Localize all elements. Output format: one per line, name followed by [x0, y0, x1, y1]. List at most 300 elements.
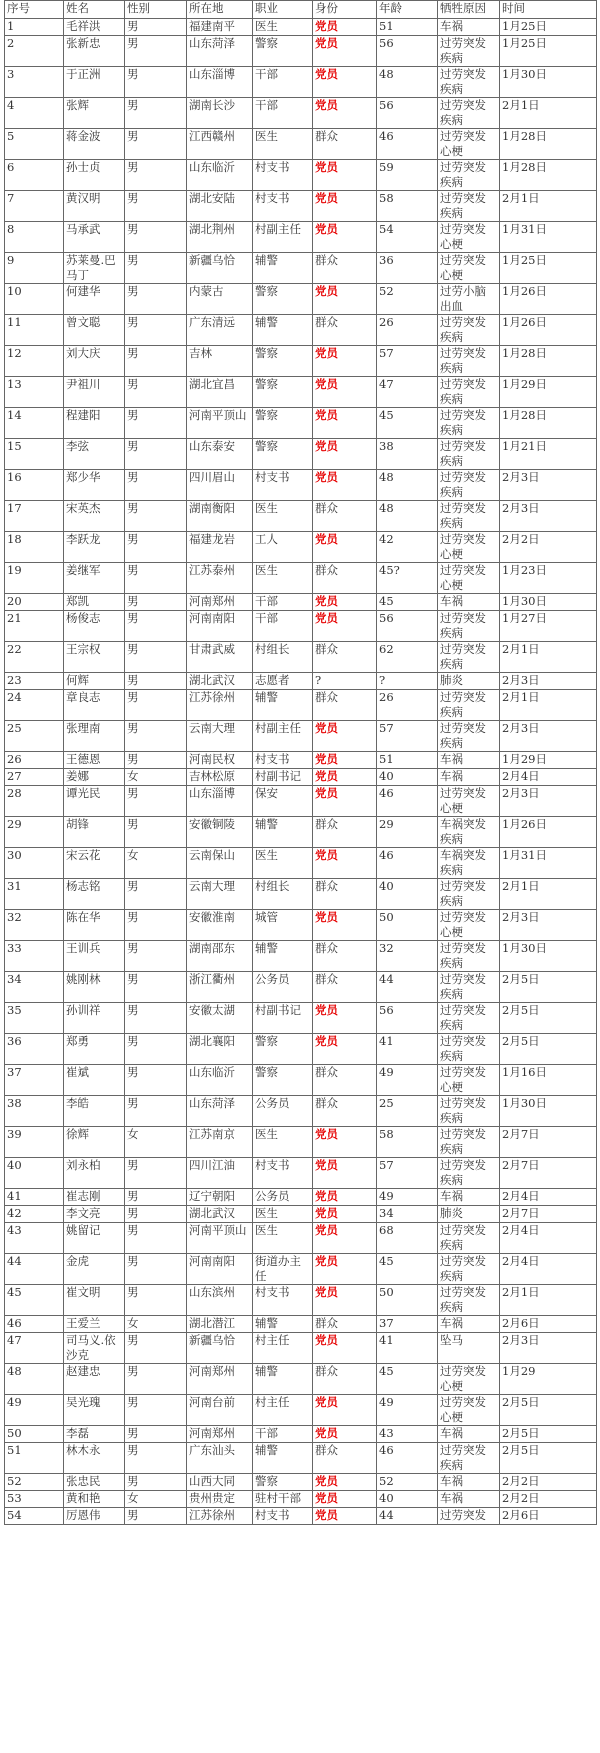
- cell-status: 群众: [313, 1316, 377, 1333]
- cell-status: 群众: [313, 972, 377, 1003]
- cell-age: 46: [377, 129, 438, 160]
- cell-gender: 男: [125, 972, 187, 1003]
- cell-date: 2月3日: [500, 501, 597, 532]
- cell-occupation: 驻村干部: [253, 1491, 313, 1508]
- cell-location: 湖南邵东: [187, 941, 253, 972]
- cell-gender: 男: [125, 408, 187, 439]
- cell-name: 程建阳: [64, 408, 125, 439]
- cell-index: 13: [5, 377, 64, 408]
- cell-cause: 过劳突发疾病: [438, 1127, 500, 1158]
- cell-cause: 车祸: [438, 1491, 500, 1508]
- cell-name: 王宗权: [64, 642, 125, 673]
- cell-age: 42: [377, 532, 438, 563]
- cell-date: 2月5日: [500, 1443, 597, 1474]
- table-row: [5, 1254, 597, 1285]
- cell-name: 何辉: [64, 673, 125, 690]
- cell-index: 48: [5, 1364, 64, 1395]
- cell-occupation: 公务员: [253, 972, 313, 1003]
- cell-gender: 男: [125, 1395, 187, 1426]
- table-row: [5, 1426, 597, 1443]
- cell-cause: 过劳突发疾病: [438, 642, 500, 673]
- cell-cause: 过劳突发疾病: [438, 690, 500, 721]
- cell-gender: 女: [125, 769, 187, 786]
- cell-date: 1月30日: [500, 594, 597, 611]
- cell-index: 4: [5, 98, 64, 129]
- cell-cause: 过劳突发疾病: [438, 408, 500, 439]
- cell-location: 湖北武汉: [187, 673, 253, 690]
- cell-status: 党员: [313, 191, 377, 222]
- cell-occupation: 干部: [253, 98, 313, 129]
- cell-location: 湖北武汉: [187, 1206, 253, 1223]
- cell-location: 吉林松原: [187, 769, 253, 786]
- cell-cause: 肺炎: [438, 1206, 500, 1223]
- cell-name: 杨志铭: [64, 879, 125, 910]
- cell-cause: 过劳突发心梗: [438, 563, 500, 594]
- table-row: [5, 98, 597, 129]
- cell-occupation: 医生: [253, 848, 313, 879]
- table-row: [5, 1491, 597, 1508]
- cell-index: 41: [5, 1189, 64, 1206]
- cell-gender: 男: [125, 1158, 187, 1189]
- table-row: [5, 594, 597, 611]
- cell-index: 51: [5, 1443, 64, 1474]
- cell-status: 党员: [313, 19, 377, 36]
- table-row: [5, 1474, 597, 1491]
- cell-status: 党员: [313, 721, 377, 752]
- cell-gender: 男: [125, 191, 187, 222]
- cell-index: 36: [5, 1034, 64, 1065]
- cell-date: 1月30日: [500, 941, 597, 972]
- cell-date: 2月1日: [500, 642, 597, 673]
- cell-date: 1月25日: [500, 253, 597, 284]
- cell-age: 56: [377, 611, 438, 642]
- table-row: [5, 752, 597, 769]
- cell-date: 2月1日: [500, 1285, 597, 1316]
- cell-date: 1月21日: [500, 439, 597, 470]
- cell-status: 党员: [313, 36, 377, 67]
- table-row: [5, 1223, 597, 1254]
- cell-age: 25: [377, 1096, 438, 1127]
- cell-index: 11: [5, 315, 64, 346]
- cell-date: 2月7日: [500, 1158, 597, 1189]
- cell-gender: 男: [125, 1223, 187, 1254]
- cell-status: 群众: [313, 1096, 377, 1127]
- cell-occupation: 辅警: [253, 1316, 313, 1333]
- cell-age: 57: [377, 1158, 438, 1189]
- cell-cause: 过劳突发心梗: [438, 786, 500, 817]
- cell-occupation: 街道办主任: [253, 1254, 313, 1285]
- cell-occupation: 村支书: [253, 1158, 313, 1189]
- cell-location: 湖南长沙: [187, 98, 253, 129]
- cell-index: 1: [5, 19, 64, 36]
- cell-age: 54: [377, 222, 438, 253]
- cell-age: 62: [377, 642, 438, 673]
- cell-cause: 过劳突发疾病: [438, 501, 500, 532]
- cell-gender: 男: [125, 1333, 187, 1364]
- cell-date: 1月27日: [500, 611, 597, 642]
- cell-date: 2月6日: [500, 1508, 597, 1525]
- cell-age: 51: [377, 752, 438, 769]
- cell-occupation: 警察: [253, 1034, 313, 1065]
- cell-name: 吴光瑰: [64, 1395, 125, 1426]
- cell-name: 马承武: [64, 222, 125, 253]
- cell-cause: 车祸突发疾病: [438, 817, 500, 848]
- cell-status: 党员: [313, 1189, 377, 1206]
- cell-index: 40: [5, 1158, 64, 1189]
- cell-name: 陈在华: [64, 910, 125, 941]
- cell-date: 2月5日: [500, 1003, 597, 1034]
- cell-cause: 车祸: [438, 752, 500, 769]
- cell-date: 1月30日: [500, 1096, 597, 1127]
- cell-cause: 过劳突发心梗: [438, 222, 500, 253]
- cell-status: 党员: [313, 848, 377, 879]
- cell-cause: 过劳突发疾病: [438, 1223, 500, 1254]
- cell-occupation: 村支书: [253, 470, 313, 501]
- cell-status: 党员: [313, 284, 377, 315]
- cell-date: 2月1日: [500, 191, 597, 222]
- cell-occupation: 医生: [253, 1223, 313, 1254]
- cell-location: 福建龙岩: [187, 532, 253, 563]
- cell-date: 1月25日: [500, 19, 597, 36]
- cell-index: 35: [5, 1003, 64, 1034]
- cell-name: 姚留记: [64, 1223, 125, 1254]
- cell-name: 胡锋: [64, 817, 125, 848]
- cell-name: 毛祥洪: [64, 19, 125, 36]
- cell-occupation: 医生: [253, 19, 313, 36]
- cell-date: 1月28日: [500, 160, 597, 191]
- cell-age: 40: [377, 1491, 438, 1508]
- cell-cause: 车祸: [438, 1426, 500, 1443]
- cell-location: 河南平顶山: [187, 1223, 253, 1254]
- cell-occupation: 工人: [253, 532, 313, 563]
- table-row: [5, 563, 597, 594]
- table-row: [5, 315, 597, 346]
- cell-date: 2月5日: [500, 1395, 597, 1426]
- cell-location: 河南台前: [187, 1395, 253, 1426]
- cell-age: 45: [377, 1364, 438, 1395]
- cell-name: 何建华: [64, 284, 125, 315]
- cell-cause: 过劳突发疾病: [438, 346, 500, 377]
- cell-status: 党员: [313, 470, 377, 501]
- cell-cause: 车祸: [438, 1189, 500, 1206]
- cell-name: 金虎: [64, 1254, 125, 1285]
- cell-status: 党员: [313, 532, 377, 563]
- cell-gender: 男: [125, 690, 187, 721]
- cell-location: 河南民权: [187, 752, 253, 769]
- cell-occupation: 警察: [253, 1474, 313, 1491]
- cell-location: 云南保山: [187, 848, 253, 879]
- cell-index: 46: [5, 1316, 64, 1333]
- cell-date: 2月2日: [500, 532, 597, 563]
- cell-index: 10: [5, 284, 64, 315]
- cell-name: 张辉: [64, 98, 125, 129]
- cell-index: 50: [5, 1426, 64, 1443]
- cell-date: 2月3日: [500, 1333, 597, 1364]
- cell-cause: 过劳突发疾病: [438, 611, 500, 642]
- cell-status: 党员: [313, 1474, 377, 1491]
- cell-cause: 过劳突发: [438, 1508, 500, 1525]
- cell-occupation: 村组长: [253, 879, 313, 910]
- cell-location: 云南大理: [187, 879, 253, 910]
- cell-date: 2月5日: [500, 1426, 597, 1443]
- cell-cause: 过劳突发疾病: [438, 721, 500, 752]
- cell-index: 30: [5, 848, 64, 879]
- cell-date: 1月26日: [500, 284, 597, 315]
- cell-gender: 男: [125, 594, 187, 611]
- cell-name: 姚刚林: [64, 972, 125, 1003]
- cell-name: 徐辉: [64, 1127, 125, 1158]
- header-gender: 性别: [125, 1, 187, 19]
- cell-date: 1月25日: [500, 36, 597, 67]
- cell-cause: 过劳突发疾病: [438, 67, 500, 98]
- table-row: [5, 501, 597, 532]
- table-row: [5, 1034, 597, 1065]
- cell-location: 山东菏泽: [187, 1096, 253, 1127]
- cell-cause: 过劳突发疾病: [438, 470, 500, 501]
- cell-age: 58: [377, 1127, 438, 1158]
- cell-occupation: 村支书: [253, 160, 313, 191]
- cell-index: 18: [5, 532, 64, 563]
- cell-date: 2月5日: [500, 972, 597, 1003]
- cell-name: 王训兵: [64, 941, 125, 972]
- table-row: [5, 1127, 597, 1158]
- cell-gender: 男: [125, 470, 187, 501]
- cell-name: 赵建忠: [64, 1364, 125, 1395]
- cell-date: 2月4日: [500, 1254, 597, 1285]
- cell-occupation: 警察: [253, 377, 313, 408]
- cell-occupation: 医生: [253, 1127, 313, 1158]
- cell-location: 山东淄博: [187, 786, 253, 817]
- cell-age: 50: [377, 1285, 438, 1316]
- cell-name: 蒋金波: [64, 129, 125, 160]
- cell-age: 56: [377, 98, 438, 129]
- cell-name: 尹祖川: [64, 377, 125, 408]
- cell-name: 厉恩伟: [64, 1508, 125, 1525]
- table-row: [5, 769, 597, 786]
- cell-location: 辽宁朝阳: [187, 1189, 253, 1206]
- cell-location: 四川眉山: [187, 470, 253, 501]
- cell-date: 2月1日: [500, 690, 597, 721]
- cell-date: 1月30日: [500, 67, 597, 98]
- cell-index: 20: [5, 594, 64, 611]
- cell-name: 林木永: [64, 1443, 125, 1474]
- cell-location: 江西赣州: [187, 129, 253, 160]
- cell-occupation: 辅警: [253, 315, 313, 346]
- cell-date: 1月29: [500, 1364, 597, 1395]
- table-row: [5, 346, 597, 377]
- table-row: [5, 191, 597, 222]
- cell-gender: 女: [125, 1316, 187, 1333]
- cell-age: 26: [377, 690, 438, 721]
- cell-location: 安徽铜陵: [187, 817, 253, 848]
- cell-gender: 男: [125, 67, 187, 98]
- table-row: [5, 532, 597, 563]
- cell-occupation: 干部: [253, 611, 313, 642]
- cell-name: 宋云花: [64, 848, 125, 879]
- cell-status: 群众: [313, 129, 377, 160]
- cell-age: 59: [377, 160, 438, 191]
- cell-gender: 女: [125, 848, 187, 879]
- cell-date: 1月31日: [500, 848, 597, 879]
- table-row: [5, 1333, 597, 1364]
- cell-age: 40: [377, 879, 438, 910]
- cell-cause: 过劳突发疾病: [438, 1034, 500, 1065]
- cell-name: 郑少华: [64, 470, 125, 501]
- cell-index: 42: [5, 1206, 64, 1223]
- cell-occupation: 城管: [253, 910, 313, 941]
- cell-name: 谭光民: [64, 786, 125, 817]
- cell-index: 8: [5, 222, 64, 253]
- cell-name: 孙士贞: [64, 160, 125, 191]
- cell-location: 湖北潜江: [187, 1316, 253, 1333]
- cell-gender: 男: [125, 1285, 187, 1316]
- table-row: [5, 470, 597, 501]
- table-row: [5, 129, 597, 160]
- cell-occupation: 辅警: [253, 253, 313, 284]
- cell-age: 46: [377, 786, 438, 817]
- cell-location: 内蒙古: [187, 284, 253, 315]
- cell-cause: 过劳突发心梗: [438, 253, 500, 284]
- cell-status: 党员: [313, 1508, 377, 1525]
- cell-age: 45: [377, 1254, 438, 1285]
- cell-location: 浙江衢州: [187, 972, 253, 1003]
- cell-index: 44: [5, 1254, 64, 1285]
- cell-name: 李皓: [64, 1096, 125, 1127]
- cell-date: 1月29日: [500, 752, 597, 769]
- cell-gender: 男: [125, 1443, 187, 1474]
- cell-gender: 男: [125, 673, 187, 690]
- cell-cause: 肺炎: [438, 673, 500, 690]
- cell-age: 48: [377, 67, 438, 98]
- cell-cause: 过劳突发心梗: [438, 1065, 500, 1096]
- cell-age: 38: [377, 439, 438, 470]
- cell-status: 群众: [313, 253, 377, 284]
- cell-index: 39: [5, 1127, 64, 1158]
- cell-gender: 男: [125, 346, 187, 377]
- header-status: 身份: [313, 1, 377, 19]
- cell-gender: 男: [125, 253, 187, 284]
- cell-index: 27: [5, 769, 64, 786]
- cell-name: 张理南: [64, 721, 125, 752]
- cell-occupation: 辅警: [253, 1364, 313, 1395]
- cell-age: 68: [377, 1223, 438, 1254]
- cell-location: 江苏徐州: [187, 1508, 253, 1525]
- cell-gender: 男: [125, 721, 187, 752]
- cell-gender: 男: [125, 501, 187, 532]
- cell-occupation: 警察: [253, 408, 313, 439]
- cell-status: 党员: [313, 377, 377, 408]
- cell-occupation: 警察: [253, 439, 313, 470]
- cell-index: 37: [5, 1065, 64, 1096]
- cell-cause: 过劳突发疾病: [438, 377, 500, 408]
- table-row: [5, 67, 597, 98]
- table-row: [5, 1364, 597, 1395]
- cell-status: 党员: [313, 1426, 377, 1443]
- cell-age: 26: [377, 315, 438, 346]
- table-row: [5, 690, 597, 721]
- cell-index: 9: [5, 253, 64, 284]
- cell-gender: 男: [125, 1364, 187, 1395]
- cell-occupation: 警察: [253, 1065, 313, 1096]
- cell-location: 山东淄博: [187, 67, 253, 98]
- cell-gender: 男: [125, 817, 187, 848]
- cell-name: 姜娜: [64, 769, 125, 786]
- cell-status: ?: [313, 673, 377, 690]
- cell-index: 2: [5, 36, 64, 67]
- cell-age: 52: [377, 1474, 438, 1491]
- cell-gender: 男: [125, 752, 187, 769]
- cell-gender: 男: [125, 563, 187, 594]
- cell-age: 46: [377, 848, 438, 879]
- cell-gender: 男: [125, 1474, 187, 1491]
- cell-gender: 男: [125, 1003, 187, 1034]
- cell-date: 2月3日: [500, 673, 597, 690]
- cell-status: 党员: [313, 98, 377, 129]
- cell-name: 苏莱曼.巴马丁: [64, 253, 125, 284]
- cell-index: 5: [5, 129, 64, 160]
- cell-location: 安徽淮南: [187, 910, 253, 941]
- cell-status: 群众: [313, 1443, 377, 1474]
- cell-age: 49: [377, 1065, 438, 1096]
- cell-index: 25: [5, 721, 64, 752]
- header-row: [5, 1, 597, 19]
- cell-gender: 男: [125, 129, 187, 160]
- cell-cause: 过劳突发疾病: [438, 98, 500, 129]
- cell-name: 宋英杰: [64, 501, 125, 532]
- cell-age: ?: [377, 673, 438, 690]
- table-row: [5, 848, 597, 879]
- cell-name: 李文亮: [64, 1206, 125, 1223]
- cell-status: 群众: [313, 1364, 377, 1395]
- cell-age: 51: [377, 19, 438, 36]
- table-row: [5, 439, 597, 470]
- cell-name: 王爱兰: [64, 1316, 125, 1333]
- cell-date: 2月3日: [500, 786, 597, 817]
- cell-date: 2月3日: [500, 910, 597, 941]
- table-row: [5, 1316, 597, 1333]
- cell-index: 16: [5, 470, 64, 501]
- cell-occupation: 村副主任: [253, 222, 313, 253]
- cell-name: 郑勇: [64, 1034, 125, 1065]
- cell-location: 安徽太湖: [187, 1003, 253, 1034]
- cell-location: 广东清远: [187, 315, 253, 346]
- cell-location: 湖北荆州: [187, 222, 253, 253]
- cell-occupation: 医生: [253, 129, 313, 160]
- cell-cause: 车祸突发疾病: [438, 848, 500, 879]
- cell-name: 司马义.依沙克: [64, 1333, 125, 1364]
- table-row: [5, 253, 597, 284]
- cell-location: 山东临沂: [187, 1065, 253, 1096]
- cell-gender: 男: [125, 1065, 187, 1096]
- cell-date: 1月28日: [500, 408, 597, 439]
- cell-cause: 过劳突发心梗: [438, 1395, 500, 1426]
- cell-index: 19: [5, 563, 64, 594]
- cell-cause: 过劳突发疾病: [438, 315, 500, 346]
- cell-gender: 男: [125, 315, 187, 346]
- cell-name: 姜继军: [64, 563, 125, 594]
- cell-status: 群众: [313, 642, 377, 673]
- cell-gender: 男: [125, 1508, 187, 1525]
- cell-gender: 男: [125, 222, 187, 253]
- cell-index: 21: [5, 611, 64, 642]
- cell-location: 湖北宜昌: [187, 377, 253, 408]
- cell-age: 50: [377, 910, 438, 941]
- cell-cause: 车祸: [438, 594, 500, 611]
- table-row: [5, 1189, 597, 1206]
- cell-age: 36: [377, 253, 438, 284]
- cell-index: 32: [5, 910, 64, 941]
- cell-age: 47: [377, 377, 438, 408]
